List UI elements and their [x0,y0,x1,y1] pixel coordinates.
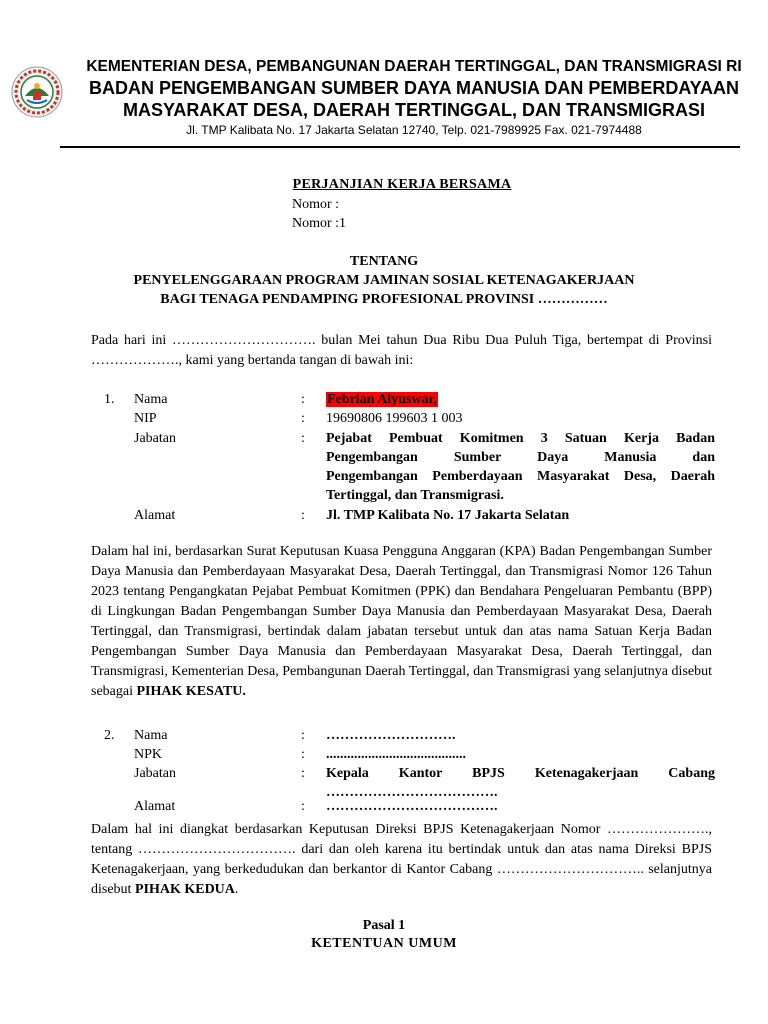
agency-name-line2: MASYARAKAT DESA, DAERAH TERTINGGAL, DAN TRANSMIGRASI [122,100,705,120]
agency-name-line1: BADAN PENGEMBANGAN SUMBER DAYA MANUSIA DAN PEMBERDAYAAN [88,78,740,98]
party2-alamat-colon: : [301,799,305,814]
document-number-2: Nomor :1 [292,216,347,231]
party2-npk-value: ........................................ [326,747,466,762]
party2-alamat-value: ………………………………. [326,799,498,814]
agency-address: Jl. TMP Kalibata No. 17 Jakarta Selatan 12740, Telp. 021-7989925 Fax. 021-7974488 [186,123,642,137]
party2-npk-colon: : [301,747,305,762]
party1-jabatan-label: Jabatan [134,431,176,446]
opening-paragraph: Pada hari ini …………………………. bulan Mei tahun Dua Ribu Dua Puluh Tiga, bertempat di Provinsi ………………., kami yang bertanda tangan di bawah ini: [91,333,712,368]
pasal-number: Pasal 1 [362,918,406,933]
party2-name-colon: : [301,728,305,743]
party2-name-value: ………………………. [326,728,456,743]
pihak-kedua-paragraph [91,820,712,900]
party2-jabatan-line2: ………………………………. [326,785,498,800]
pasal-title: KETENTUAN UMUM [311,936,457,951]
ministry-name: KEMENTERIAN DESA, PEMBANGUNAN DAERAH TERTINGGAL, DAN TRANSMIGRASI RI [86,58,742,75]
subject-line-2: BAGI TENAGA PENDAMPING PROFESIONAL PROVINSI …………… [160,292,608,307]
party2-npk-label: NPK [134,747,163,762]
party1-alamat-value: Jl. TMP Kalibata No. 17 Jakarta Selatan [326,508,570,523]
pihak-kedua-paragraph-text: Dalam hal ini diangkat berdasarkan Keputusan Direksi BPJS Ketenagakerjaan Nomor …………………., tentang ……………………………. dari dan oleh karena itu bertindak untuk dan atas nama Direksi BPJS Ketenagakerjaan, yang berkedudukan dan berkantor di Kantor Cabang ………………………….. selanjutnya disebut [91,822,712,897]
party2-name-label: Nama [134,728,168,743]
party1-jabatan-line1: Pejabat Pembuat Komitmen 3 Satuan Kerja Badan [326,431,715,446]
party1-jabatan-colon: : [301,431,305,446]
party2-jabatan-colon: : [301,766,305,781]
ministry-emblem-icon [11,66,63,118]
party2-number: 2. [104,728,115,743]
subject-heading: TENTANG [349,254,419,269]
pihak-kedua-period: . [234,882,239,897]
party1-name-value [326,390,715,410]
party1-nip-label: NIP [134,411,157,426]
party1-alamat-label: Alamat [134,508,176,523]
subject-line-1: PENYELENGGARAAN PROGRAM JAMINAN SOSIAL KETENAGAKERJAAN [133,273,635,288]
party2-jabatan-label: Jabatan [134,766,176,781]
party2-alamat-label: Alamat [134,799,176,814]
kpa-paragraph-text: Dalam hal ini, berdasarkan Surat Keputusan Kuasa Pengguna Anggaran (KPA) Badan Pengembangan Sumber Daya Manusia dan Pemberdayaan Masyarakat Desa, Daerah Tertinggal, dan Transmigrasi Nomor 126 Tahun 2023 tentang Pengangkatan Pejabat Pembuat Komitmen (PPK) dan Bendahara Pengeluaran Pembantu (BPP) di Lingkungan Badan Pengembangan Sumber Daya Manusia dan Pemberdayaan Masyarakat Desa, Daerah Tertinggal, dan Transmigrasi, bertindak dalam jabatan tersebut untuk dan atas nama Satuan Kerja Badan Pengembangan Sumber Daya Manusia dan Pemberdayaan Masyarakat Desa, Daerah Tertinggal, dan Transmigrasi, Kementerian Desa, Pembangunan Daerah Tertinggal, dan Transmigrasi yang selanjutnya disebut sebagai [91,544,712,699]
letterhead-divider [60,146,740,148]
document-title: PERJANJIAN KERJA BERSAMA [292,177,512,192]
party1-jabatan-line3: Pengembangan Pemberdayaan Masyarakat Desa, Daerah [326,469,715,484]
party1-name-label: Nama [134,392,168,407]
kpa-paragraph [91,542,712,702]
pihak-kesatu-label: PIHAK KESATU. [136,684,246,699]
pihak-kedua-label: PIHAK KEDUA [134,882,235,897]
party1-nip-colon: : [301,411,305,426]
document-number-1: Nomor : [292,197,340,212]
party1-jabatan-line4: Tertinggal, dan Transmigrasi. [326,488,504,503]
party1-number: 1. [104,392,115,407]
party1-jabatan-line2: Pengembangan Sumber Daya Manusia dan [326,450,715,465]
party2-jabatan-line1: Kepala Kantor BPJS Ketenagakerjaan Cabang [326,766,715,781]
party1-alamat-colon: : [301,508,305,523]
party1-name-colon: : [301,392,305,407]
party1-nip-value: 19690806 199603 1 003 [326,411,463,426]
highlighted-name: Febrian Alyuswar, [327,392,437,407]
